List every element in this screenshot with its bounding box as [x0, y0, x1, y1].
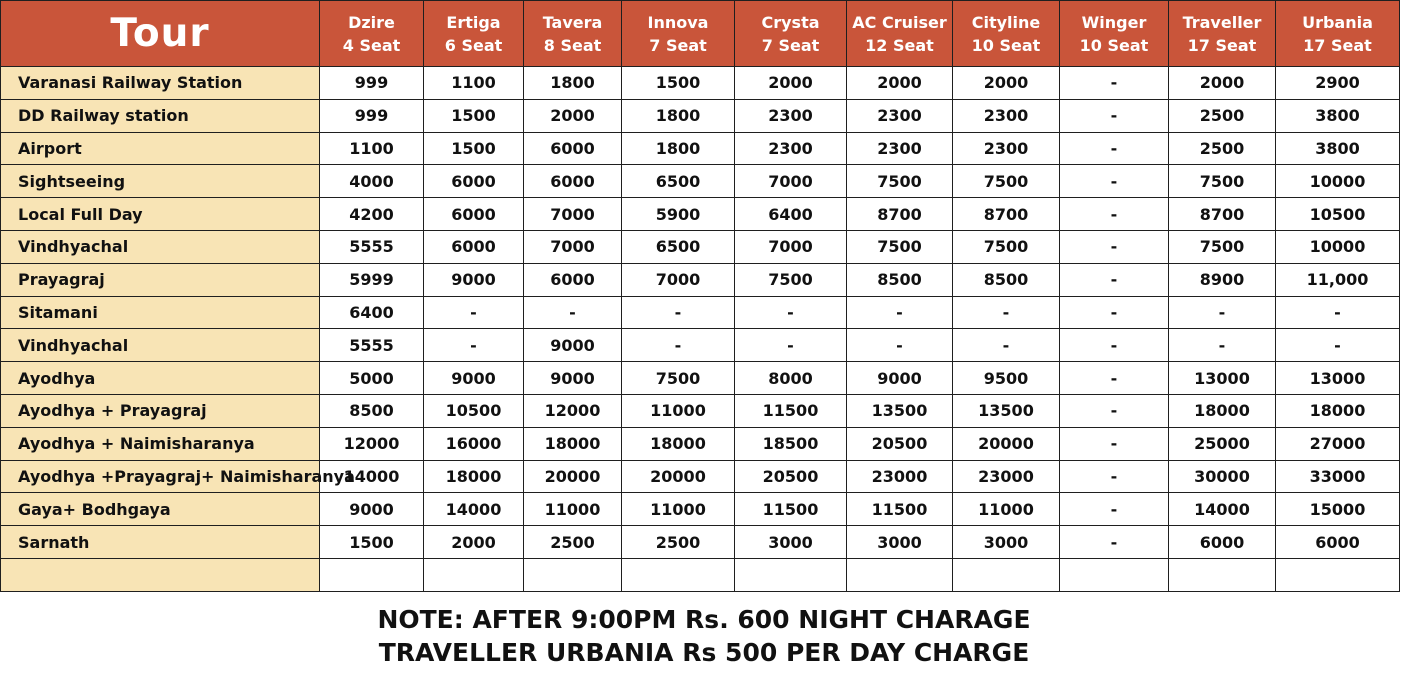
vehicle-name: Dzire	[348, 12, 395, 32]
price-cell: 7500	[953, 230, 1060, 263]
route-name: DD Railway station	[1, 99, 320, 132]
price-cell: 16000	[424, 427, 524, 460]
table-row	[1, 427, 1400, 460]
price-cell: 7500	[1169, 165, 1276, 198]
price-cell: 7000	[622, 263, 735, 296]
table-row	[1, 460, 1400, 493]
price-cell: 7500	[735, 263, 847, 296]
table-row	[1, 165, 1400, 198]
price-cell: -	[424, 329, 524, 362]
price-cell: 6400	[735, 198, 847, 231]
price-cell: 999	[320, 67, 424, 100]
price-cell: 11000	[524, 493, 622, 526]
price-cell: -	[1060, 263, 1169, 296]
price-cell: 2300	[847, 132, 953, 165]
price-cell	[847, 558, 953, 591]
vehicle-seats: 12 Seat	[865, 35, 934, 55]
table-row	[1, 230, 1400, 263]
price-cell: -	[953, 296, 1060, 329]
route-name: Airport	[1, 132, 320, 165]
price-cell: -	[1169, 296, 1276, 329]
route-name: Prayagraj	[1, 263, 320, 296]
price-cell: -	[1060, 493, 1169, 526]
route-name: Sightseeing	[1, 165, 320, 198]
price-cell: -	[1169, 329, 1276, 362]
price-cell: 27000	[1276, 427, 1400, 460]
price-cell: 2300	[735, 99, 847, 132]
price-cell: 11000	[622, 394, 735, 427]
price-cell: 4000	[320, 165, 424, 198]
price-cell: 8700	[1169, 198, 1276, 231]
price-cell: 10500	[1276, 198, 1400, 231]
price-cell: 11500	[847, 493, 953, 526]
price-cell: 3800	[1276, 132, 1400, 165]
vehicle-name: Tavera	[542, 12, 603, 32]
price-cell	[524, 558, 622, 591]
price-cell: 6000	[524, 132, 622, 165]
price-cell: 14000	[424, 493, 524, 526]
price-cell: 13500	[953, 394, 1060, 427]
price-cell: 2500	[524, 526, 622, 559]
price-cell: 5000	[320, 362, 424, 395]
price-cell: 5999	[320, 263, 424, 296]
price-cell: 18000	[424, 460, 524, 493]
price-cell	[1169, 558, 1276, 591]
price-cell: 8700	[847, 198, 953, 231]
price-cell: 25000	[1169, 427, 1276, 460]
table-row	[1, 329, 1400, 362]
price-cell: 9000	[847, 362, 953, 395]
route-name: Ayodhya + Naimisharanya	[1, 427, 320, 460]
price-cell: 1500	[622, 67, 735, 100]
vehicle-name: AC Cruiser	[852, 12, 947, 32]
price-cell: 8500	[320, 394, 424, 427]
price-cell: 1500	[424, 99, 524, 132]
price-cell: 20000	[524, 460, 622, 493]
price-cell: 2000	[735, 67, 847, 100]
vehicle-header	[847, 1, 953, 67]
price-cell: 3000	[735, 526, 847, 559]
vehicle-header	[424, 1, 524, 67]
vehicle-seats: 7 Seat	[761, 35, 820, 55]
price-cell: 23000	[953, 460, 1060, 493]
price-cell: 18500	[735, 427, 847, 460]
route-name: Gaya+ Bodhgaya	[1, 493, 320, 526]
price-cell: -	[1276, 296, 1400, 329]
vehicle-seats: 4 Seat	[342, 35, 401, 55]
price-cell: 2300	[735, 132, 847, 165]
price-cell: 5555	[320, 329, 424, 362]
price-cell: 11000	[622, 493, 735, 526]
price-cell: 9000	[524, 362, 622, 395]
table-row	[1, 296, 1400, 329]
route-name	[1, 558, 320, 591]
price-cell: 11,000	[1276, 263, 1400, 296]
route-name: Vindhyachal	[1, 329, 320, 362]
price-cell: 2900	[1276, 67, 1400, 100]
price-cell: 20000	[953, 427, 1060, 460]
price-cell: 7000	[735, 165, 847, 198]
price-cell: -	[1060, 329, 1169, 362]
price-cell: 2300	[953, 99, 1060, 132]
price-cell	[1276, 558, 1400, 591]
price-cell: 12000	[524, 394, 622, 427]
price-cell: 11500	[735, 493, 847, 526]
route-name: Ayodhya	[1, 362, 320, 395]
note	[0, 603, 1408, 669]
price-cell: 7500	[953, 165, 1060, 198]
vehicle-name: Traveller	[1182, 12, 1262, 32]
vehicle-name: Ertiga	[446, 12, 501, 32]
price-cell: 15000	[1276, 493, 1400, 526]
route-name: Vindhyachal	[1, 230, 320, 263]
price-cell: 2000	[1169, 67, 1276, 100]
price-cell: 7000	[524, 230, 622, 263]
price-cell: 9500	[953, 362, 1060, 395]
price-cell: 10000	[1276, 230, 1400, 263]
price-cell: 1500	[320, 526, 424, 559]
price-cell: 6500	[622, 165, 735, 198]
price-cell: 2500	[1169, 132, 1276, 165]
price-cell: 1800	[524, 67, 622, 100]
price-cell: -	[1060, 198, 1169, 231]
price-cell: 10500	[424, 394, 524, 427]
vehicle-seats: 10 Seat	[971, 35, 1041, 55]
price-cell: 10000	[1276, 165, 1400, 198]
price-cell: -	[1060, 394, 1169, 427]
price-cell: 11500	[735, 394, 847, 427]
price-cell: 6000	[424, 198, 524, 231]
price-cell: 2000	[524, 99, 622, 132]
price-cell: 20000	[622, 460, 735, 493]
price-cell: -	[1060, 230, 1169, 263]
vehicle-name: Innova	[647, 12, 709, 32]
price-cell: 6400	[320, 296, 424, 329]
price-cell: 23000	[847, 460, 953, 493]
table-row	[1, 263, 1400, 296]
price-cell: 2000	[953, 67, 1060, 100]
vehicle-seats: 8 Seat	[543, 35, 602, 55]
vehicle-seats: 17 Seat	[1187, 35, 1257, 55]
price-cell: -	[1276, 329, 1400, 362]
price-cell: 6500	[622, 230, 735, 263]
price-cell: 2300	[847, 99, 953, 132]
price-cell: 6000	[424, 165, 524, 198]
table-row	[1, 526, 1400, 559]
price-cell: 2500	[1169, 99, 1276, 132]
price-cell: 8900	[1169, 263, 1276, 296]
price-cell: -	[953, 329, 1060, 362]
price-cell: -	[622, 329, 735, 362]
note-night-charge: NOTE: AFTER 9:00PM Rs. 600 NIGHT CHARAGE	[377, 605, 1031, 634]
price-cell: -	[1060, 67, 1169, 100]
price-cell: -	[847, 296, 953, 329]
price-cell: -	[622, 296, 735, 329]
vehicle-seats: 17 Seat	[1303, 35, 1372, 55]
vehicle-name: Crysta	[761, 12, 820, 32]
price-cell: 1800	[622, 99, 735, 132]
price-cell: 30000	[1169, 460, 1276, 493]
price-cell: -	[1060, 460, 1169, 493]
price-cell: 20500	[735, 460, 847, 493]
price-cell: 5555	[320, 230, 424, 263]
price-cell: 1500	[424, 132, 524, 165]
vehicle-header	[622, 1, 735, 67]
price-cell: -	[1060, 427, 1169, 460]
price-cell: -	[1060, 99, 1169, 132]
price-cell: 14000	[1169, 493, 1276, 526]
price-cell: 9000	[320, 493, 424, 526]
price-cell: -	[1060, 526, 1169, 559]
price-cell: 18000	[1169, 394, 1276, 427]
price-cell: -	[847, 329, 953, 362]
table-body	[1, 67, 1400, 592]
price-cell: 6000	[1169, 526, 1276, 559]
price-cell: 8500	[847, 263, 953, 296]
price-cell: 6000	[524, 165, 622, 198]
price-cell: 2000	[847, 67, 953, 100]
price-cell: 6000	[424, 230, 524, 263]
price-cell: -	[424, 296, 524, 329]
vehicle-name: Winger	[1081, 12, 1147, 32]
price-cell: 13000	[1169, 362, 1276, 395]
price-cell	[424, 558, 524, 591]
price-cell: 1100	[320, 132, 424, 165]
price-cell: 8500	[953, 263, 1060, 296]
vehicle-header	[524, 1, 622, 67]
price-cell: -	[1060, 132, 1169, 165]
table-row	[1, 198, 1400, 231]
price-cell: -	[524, 296, 622, 329]
price-cell: 9000	[524, 329, 622, 362]
price-cell: 8000	[735, 362, 847, 395]
price-cell: 7500	[847, 230, 953, 263]
price-cell: 12000	[320, 427, 424, 460]
vehicle-header	[1060, 1, 1169, 67]
price-cell: -	[1060, 296, 1169, 329]
price-cell: 6000	[524, 263, 622, 296]
price-cell: 9000	[424, 263, 524, 296]
note-per-day-charge: TRAVELLER URBANIA Rs 500 PER DAY CHARGE	[378, 638, 1030, 667]
price-cell: 6000	[1276, 526, 1400, 559]
vehicle-seats: 7 Seat	[649, 35, 707, 55]
price-cell: 3800	[1276, 99, 1400, 132]
vehicle-header	[320, 1, 424, 67]
route-name: Ayodhya + Prayagraj	[1, 394, 320, 427]
table-row	[1, 132, 1400, 165]
price-cell: -	[1060, 165, 1169, 198]
price-cell: 7500	[847, 165, 953, 198]
vehicle-name: Urbania	[1302, 12, 1373, 32]
price-cell: 1800	[622, 132, 735, 165]
price-cell	[320, 558, 424, 591]
price-cell: 13500	[847, 394, 953, 427]
price-cell: 5900	[622, 198, 735, 231]
price-cell: 18000	[524, 427, 622, 460]
table-header	[1, 1, 1400, 67]
price-cell: 2000	[424, 526, 524, 559]
vehicle-header	[1276, 1, 1400, 67]
price-cell: 1100	[424, 67, 524, 100]
price-cell: 8700	[953, 198, 1060, 231]
table-row	[1, 362, 1400, 395]
vehicle-header	[953, 1, 1060, 67]
price-cell	[1060, 558, 1169, 591]
price-cell: 4200	[320, 198, 424, 231]
price-cell: -	[735, 296, 847, 329]
price-cell: 20500	[847, 427, 953, 460]
price-cell: 18000	[622, 427, 735, 460]
route-name: Varanasi Railway Station	[1, 67, 320, 100]
price-cell: 13000	[1276, 362, 1400, 395]
price-cell: 999	[320, 99, 424, 132]
vehicle-header	[735, 1, 847, 67]
price-cell	[735, 558, 847, 591]
price-cell: 33000	[1276, 460, 1400, 493]
price-cell: 7000	[735, 230, 847, 263]
price-cell: 7500	[622, 362, 735, 395]
price-cell: 11000	[953, 493, 1060, 526]
price-cell: 2300	[953, 132, 1060, 165]
price-cell: -	[735, 329, 847, 362]
route-name: Sarnath	[1, 526, 320, 559]
table-row	[1, 394, 1400, 427]
route-name: Sitamani	[1, 296, 320, 329]
price-cell: 3000	[847, 526, 953, 559]
price-cell: 3000	[953, 526, 1060, 559]
price-cell: -	[1060, 362, 1169, 395]
route-name: Ayodhya +Prayagraj+ Naimisharanya	[1, 460, 320, 493]
vehicle-seats: 6 Seat	[444, 35, 503, 55]
header-row	[1, 1, 1400, 67]
price-cell	[953, 558, 1060, 591]
price-cell: 18000	[1276, 394, 1400, 427]
table-row	[1, 67, 1400, 100]
vehicle-seats: 10 Seat	[1079, 35, 1149, 55]
price-cell: 9000	[424, 362, 524, 395]
vehicle-header	[1169, 1, 1276, 67]
route-name: Local Full Day	[1, 198, 320, 231]
table-row	[1, 558, 1400, 591]
price-cell: 7000	[524, 198, 622, 231]
table-row	[1, 99, 1400, 132]
tour-header: Tour	[1, 1, 320, 67]
price-cell: 14000	[320, 460, 424, 493]
price-cell	[622, 558, 735, 591]
price-cell: 7500	[1169, 230, 1276, 263]
table-row	[1, 493, 1400, 526]
price-cell: 2500	[622, 526, 735, 559]
vehicle-name: Cityline	[971, 12, 1041, 32]
